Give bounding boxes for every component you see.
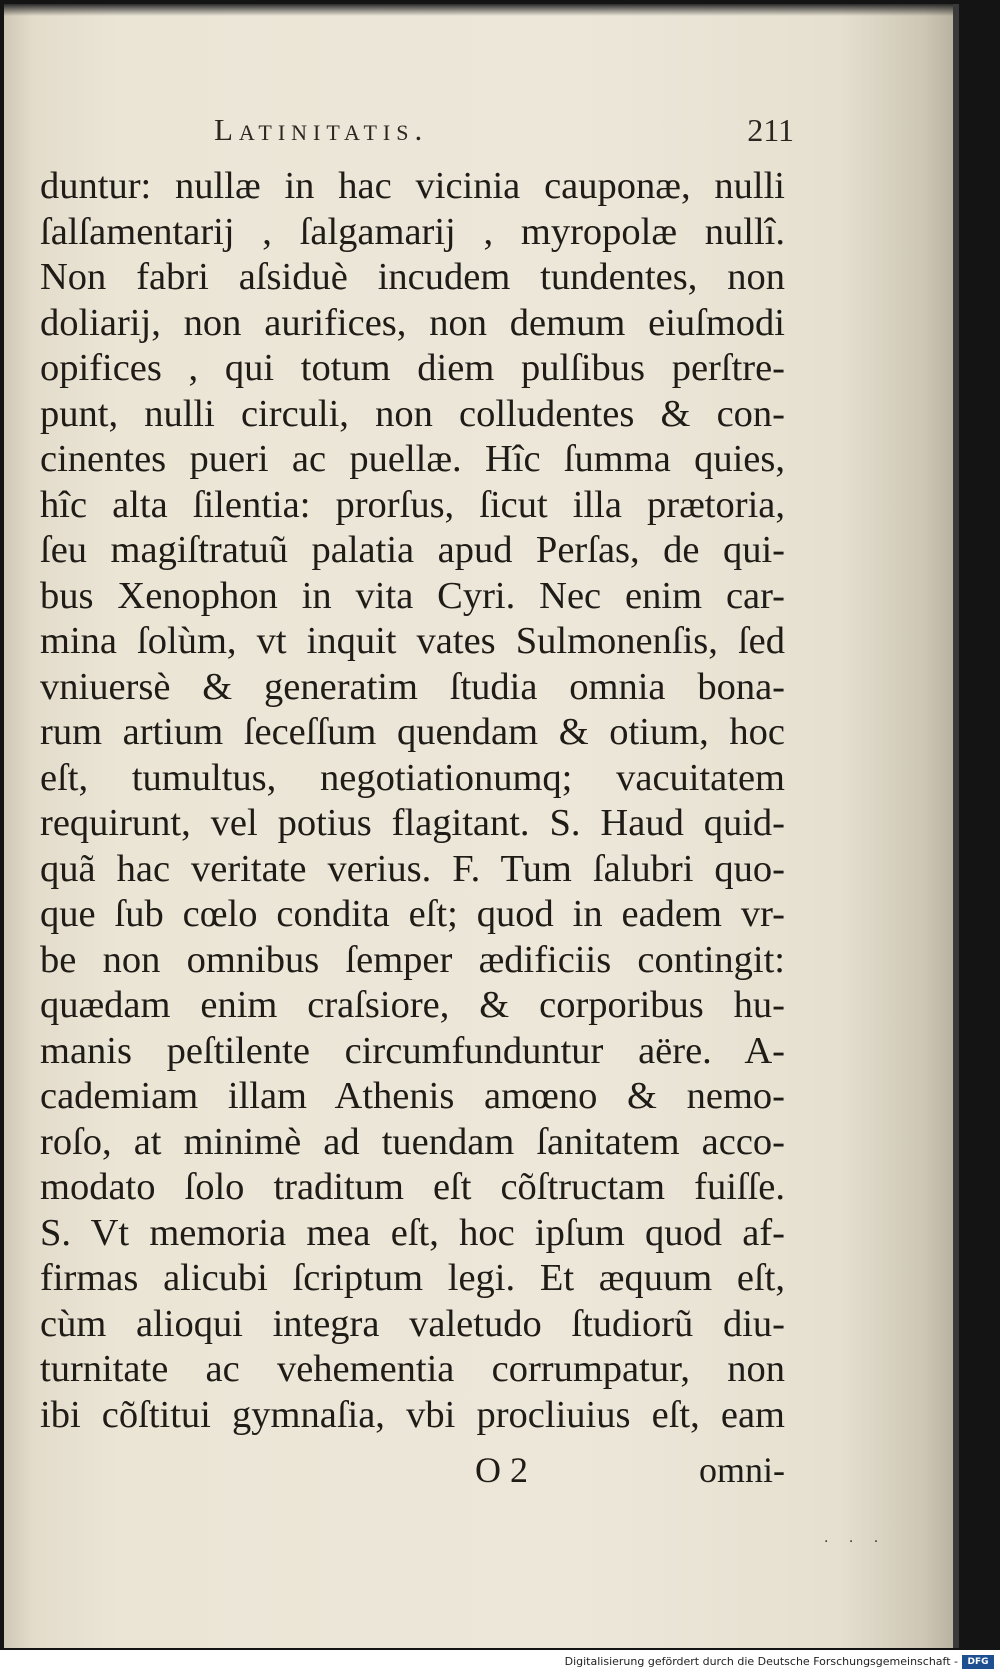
- catchword: omni-: [699, 1450, 785, 1490]
- text-line: punt, nulli circuli, non colludentes & con-: [40, 392, 785, 435]
- text-line: firmas alicubi ſcriptum legi. Et æquum eſt,: [40, 1257, 785, 1299]
- text-line: be non omnibus ſemper ædificiis contingit:: [40, 938, 785, 981]
- text-line: ſalſamentarij , ſalgamarij , myropolæ nullî.: [40, 210, 785, 253]
- text-line: ſeu magiſtratuũ palatia apud Perſas, de qui-: [40, 529, 785, 571]
- text-line: vniuersè & generatim ſtudia omnia bona-: [40, 665, 785, 708]
- text-line: rum artium ſeceſſum quendam & otium, hoc: [40, 711, 785, 753]
- text-line: opifices , qui totum diem pulſibus perſtre-: [40, 347, 785, 389]
- text-line: doliarij, non aurifices, non demum eiuſmodi: [40, 301, 785, 344]
- running-title: Latinitatis.: [214, 112, 429, 147]
- page-number: 211: [747, 112, 794, 148]
- page-footer: [40, 1449, 785, 1494]
- text-line: S. Vt memoria mea eſt, hoc ipſum quod af-: [40, 1211, 785, 1254]
- text-line: que ſub cœlo condita eſt; quod in eadem vr-: [40, 893, 785, 935]
- text-line: eſt, tumultus, negotiationumq; vacuitatem: [40, 756, 785, 799]
- text-line: modato ſolo traditum eſt cõſtructam fuiſſe.: [40, 1166, 785, 1208]
- text-line: Non fabri aſsiduè incudem tundentes, non: [40, 256, 785, 298]
- signature-mark: O 2: [475, 1450, 528, 1490]
- text-line: cademiam illam Athenis amœno & nemo-: [40, 1075, 785, 1117]
- text-line: manis peſtilente circumfunduntur aëre. A-: [40, 1029, 785, 1072]
- text-line: requirunt, vel potius flagitant. S. Haud quid-: [40, 802, 785, 844]
- text-line: ibi cõſtitui gymnaſia, vbi procliuius eſt, eam: [40, 1393, 785, 1436]
- text-line: cùm alioqui integra valetudo ſtudiorũ diu-: [40, 1302, 785, 1345]
- text-line: quã hac veritate verius. F. Tum ſalubri quo-: [40, 847, 785, 890]
- text-line: duntur: nullæ in hac vicinia cauponæ, nulli: [40, 165, 785, 207]
- credit-text: Digitalisierung gefördert durch die Deutsche Forschungsgemeinschaft -: [564, 1655, 958, 1668]
- text-line: hîc alta ſilentia: prorſus, ſicut illa prætoria,: [40, 483, 785, 526]
- book-page: [4, 4, 959, 1648]
- text-line: turnitate ac vehementia corrumpatur, non: [40, 1348, 785, 1390]
- dfg-logo-icon: DFG: [962, 1655, 994, 1669]
- text-line: quædam enim craſsiore, & corporibus hu-: [40, 984, 785, 1026]
- text-line: mina ſolùm, vt inquit vates Sulmonenſis, ſed: [40, 620, 785, 662]
- ink-specks: · · ·: [824, 1534, 887, 1550]
- digitization-credit: [0, 1652, 1000, 1672]
- text-line: roſo, at minimè ad tuendam ſanitatem acco-: [40, 1120, 785, 1163]
- page-header: [214, 112, 794, 152]
- text-line: cinentes pueri ac puellæ. Hîc ſumma quies,: [40, 438, 785, 480]
- body-text: [40, 164, 785, 1438]
- text-line: bus Xenophon in vita Cyri. Nec enim car-: [40, 574, 785, 617]
